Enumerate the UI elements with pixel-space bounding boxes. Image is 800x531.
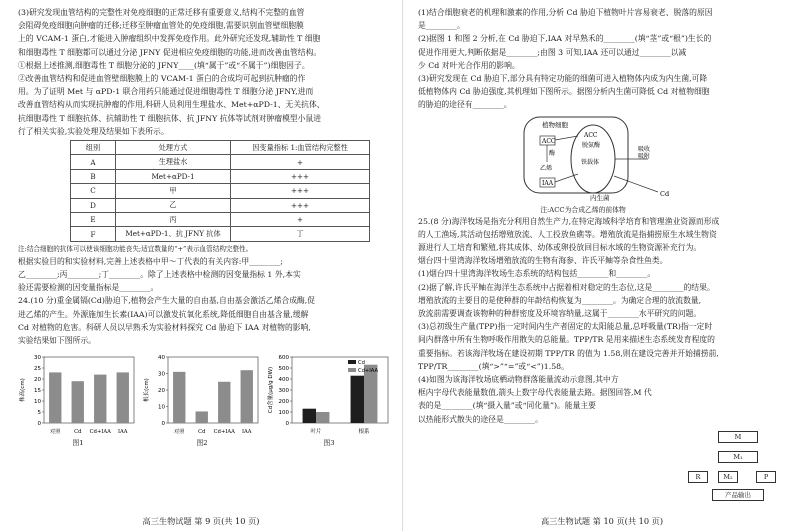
table-cell: +++ <box>231 184 370 198</box>
box-m2: M₂ <box>718 471 738 483</box>
table-row <box>71 169 370 183</box>
table-header: 组别 <box>71 141 116 155</box>
text-line: (3)总初级生产量(TPP)指一定时间内生产者固定的太阳能总量,总呼吸量(TR)指一定时 <box>418 322 713 332</box>
text-line: (1)烟台四十里湾海洋牧场生态系统的结构包括________和________。 <box>418 269 656 279</box>
table-cell: Met+αPD-1 <box>116 169 231 183</box>
y-tick-label: 300 <box>278 388 289 395</box>
x-tick-label: 根系 <box>358 429 370 436</box>
table-cell: 丙 <box>116 212 231 226</box>
table-cell: +++ <box>231 198 370 212</box>
table-note: 注:结合细胞的抗体可以使该细胞功能丧失;适宜数量的“+”表示血管结构完整性。 <box>18 244 253 253</box>
box-p: P <box>756 471 776 483</box>
table-cell: Met+αPD-1、抗 JFNY 抗体 <box>116 227 231 241</box>
table-cell: +++ <box>231 169 370 183</box>
table-cell: A <box>71 155 116 169</box>
text-line: 增殖放流的主要目的是使种群的年龄结构恢复为________。为确定合理的放流数量, <box>418 295 702 305</box>
page-divider <box>402 0 403 531</box>
y-tick-label: 20 <box>158 388 165 395</box>
acc-label: ACC <box>542 137 556 145</box>
page-footer: 高三生物试题 第 10 页(共 10 页) <box>540 516 664 526</box>
y-tick-label: 0 <box>285 421 289 428</box>
text-line: 间内群落中所有生物呼吸作用散失的总能量。TPP/TR 是用来描述生态系统发育程度的 <box>418 335 715 345</box>
text-line: 行了相关实验,实验处理及结果如下表所示。 <box>18 126 169 136</box>
table-row <box>71 184 370 198</box>
y-tick-label: 20 <box>34 377 41 384</box>
text-line: 框内字母代表能量数值,箭头上数字母代表能量去路。据图回答,M 代 <box>418 388 652 398</box>
text-line: 25.(8 分)海洋牧场是指充分利用自然生产力,在特定海域科学培育和管理渔业资源而形成 <box>418 216 720 226</box>
text-line: 会阻碍免疫细胞向肿瘤的迁移;迁移至肿瘤血管处的免疫细胞,需要识别血管壁细胞膜 <box>18 21 304 31</box>
table-cell: + <box>231 155 370 169</box>
text-line: 的人工渔场,其活动包括增殖放流、人工投放鱼礁等。增殖放流是指捕捞原生水域生物资 <box>418 229 717 239</box>
x-tick-label: Cd <box>198 429 206 436</box>
text-line: 24.(10 分)重金属镉(Cd)胁迫下,植物会产生大量的自由基,自由基会激活乙烯合成酶,促 <box>18 296 316 306</box>
text-line: (2)据了解,许氏平鲉在海洋生态系统中占据着相对稳定的生态位,这是________的结果。 <box>418 282 715 292</box>
y-tick-label: 100 <box>278 410 289 417</box>
x-tick-label: 对照 <box>50 429 61 436</box>
energy-flow-diagram <box>688 431 786 503</box>
text-line: 上的 VCAM-1 蛋白,才能进入肿瘤组织中发挥免疫作用。此外研究还发现,辅助性 T 细胞 <box>18 34 321 44</box>
text-line: 表的是________(填“摄入量”或“同化量”)。能量主要 <box>418 401 596 411</box>
text-line: 和细胞毒性 T 细胞都可以通过分泌 JFNY 促进相应免疫细胞的功能,进而改善血管结构。 <box>18 47 322 57</box>
text-line: 进乙烯的产生。外源施加生长素(IAA)可以激发抗氧化系统,降低细胞自由基含量,缓解 <box>18 309 309 319</box>
bar-对照 <box>173 372 185 423</box>
y-axis-label: Cd含量(μg/g DW) <box>268 366 274 414</box>
y-tick-label: 40 <box>158 355 165 362</box>
table-row <box>71 227 370 241</box>
box-m1: M₁ <box>718 451 758 463</box>
table-row <box>71 212 370 226</box>
table-cell: + <box>231 212 370 226</box>
text-line: 少 Cd 对叶光合作用的影响。 <box>418 60 520 70</box>
cd-label: Cd <box>660 189 670 198</box>
legend-swatch <box>348 360 356 364</box>
text-line: Cd 对植物的危害。科研人员以早熟禾为实验材料探究 Cd 胁迫下 IAA 对植物的影响, <box>18 322 311 332</box>
experiment-table <box>70 140 370 242</box>
text-line: (3)研究发现血管结构的完整性对免疫细胞的正常迁移有重要意义,结构不完整的血管 <box>18 8 305 17</box>
table-header: 因变量指标 1:血管结构完整性 <box>231 141 370 155</box>
bar-IAA <box>241 370 253 423</box>
table-row <box>71 198 370 212</box>
x-tick-label: IAA <box>117 429 128 436</box>
legend-label: Cd+IAA <box>358 368 379 375</box>
text-line: 抗细胞毒性 T 细胞抗体、抗辅助性 T 细胞抗体、抗 JFNY 抗体等试剂对肿瘤模型小鼠进 <box>18 113 322 123</box>
table-cell: 生理盐水 <box>116 155 231 169</box>
table-cell: B <box>71 169 116 183</box>
y-tick-label: 500 <box>278 366 289 373</box>
q23-part3 <box>18 6 392 138</box>
adsorb-label: 吸附 <box>638 152 651 160</box>
y-tick-label: 0 <box>37 421 41 428</box>
y-tick-label: 0 <box>161 421 165 428</box>
bar-Cd+IAA <box>94 375 106 423</box>
legend-label: Cd <box>358 360 365 367</box>
siderophore-label: 铁载体 <box>581 158 600 166</box>
text-line: 放流前需要调查该物种的种群密度及环境容纳量,这属于________水平研究的问题。 <box>418 309 702 319</box>
table-header-row <box>71 141 370 155</box>
cd-arrow <box>614 176 658 192</box>
table-cell: D <box>71 198 116 212</box>
x-tick-label: Cd+IAA <box>213 429 235 436</box>
table-cell: C <box>71 184 116 198</box>
text-line: 以热能形式散失的途径是________。 <box>418 414 543 424</box>
box-r: R <box>688 471 708 483</box>
figures-row <box>18 349 392 448</box>
text-line: 改善血管结构从而实现抗肿瘤的作用,科研人员利用生理盐水、Met+αPD-1、无关抗体、 <box>18 100 325 110</box>
text-line: 实验结果如下图所示。 <box>18 335 96 345</box>
x-tick-label: Cd+IAA <box>89 429 111 436</box>
text-line: (2)据图 1 和图 2 分析,在 Cd 胁迫下,IAA 对早熟禾的________(填“茎”或“根”)生长的 <box>418 34 712 44</box>
table-cell: E <box>71 212 116 226</box>
y-tick-label: 10 <box>158 404 165 411</box>
text-line: (4)如图为该海洋牧场底栖动物群落能量流动示意图,其中方 <box>418 375 619 385</box>
text-line: 重要指标。若该海洋牧场在建设初期 TPP/TR 的值为 1.58,则在建设完善并开始捕捞前, <box>418 348 719 358</box>
y-tick-label: 5 <box>37 410 41 417</box>
plant-cell-label: 植物细胞 <box>542 120 568 129</box>
text-line: ①根据上述推测,细胞毒性 T 细胞分泌的 JFNY____(填“属于”或“不属于”)细胞因子。 <box>18 60 310 70</box>
page-10 <box>404 0 800 531</box>
text-line: 根据实验目的和实验材料,完善上述表格中甲～丁代表的有关内容:甲________; <box>18 256 284 266</box>
bar-Cd <box>196 412 208 424</box>
page-footer: 高三生物试题 第 9 页(共 10 页) <box>142 516 260 526</box>
table-cell: F <box>71 227 116 241</box>
y-tick-label: 400 <box>278 377 289 384</box>
absorb-label: 吸收 <box>638 145 651 153</box>
bar-Cd+IAA-叶片 <box>316 412 329 423</box>
y-tick-label: 600 <box>278 355 289 362</box>
box-m: M <box>718 431 758 443</box>
text-line: ②改善血管结构和促进血管壁细胞膜上的 VCAM-1 蛋白的合成均可起到抗肿瘤的作 <box>18 74 306 84</box>
y-tick-label: 25 <box>34 366 41 373</box>
figure-1 <box>18 349 138 448</box>
chart-root-length <box>142 349 262 439</box>
endophyte-label: 内生菌 <box>590 193 610 202</box>
y-tick-label: 30 <box>158 371 165 378</box>
table-cell: 乙 <box>116 198 231 212</box>
bar-Cd <box>72 381 84 423</box>
diagram-note: 注:ACC为合成乙烯的前体物 <box>540 205 626 214</box>
x-tick-label: 叶片 <box>310 429 322 436</box>
x-tick-label: IAA <box>241 429 252 436</box>
deaminase-label: 脱氨酶 <box>582 141 601 149</box>
text-line: 用。为了证明 Met 与 αPD-1 联合用药只能通过促进细胞毒性 T 细胞分泌 JFNY,进而 <box>18 87 314 97</box>
legend-swatch <box>348 368 356 372</box>
bar-Cd-叶片 <box>303 409 316 423</box>
figure-3 <box>266 349 392 448</box>
text-line: 验还需要检测的因变量指标是________。 <box>18 283 159 293</box>
box-product-output: 产品输出 <box>712 489 764 501</box>
text-line: TPP/TR________(填“>”“=”或“<”)1.58。 <box>418 361 569 371</box>
text-line: 促进作用更大,判断依据是________;由图 3 可知,IAA 还可以通过________以减 <box>418 47 687 57</box>
text-line: 低植物体内 Cd 胁迫强度,其机理如下图所示。据图分析内生菌可降低 Cd 对植物细胞 <box>418 87 710 97</box>
bar-IAA <box>117 373 129 424</box>
y-tick-label: 30 <box>34 355 41 362</box>
x-tick-label: Cd <box>74 429 82 436</box>
y-tick-label: 15 <box>34 388 41 395</box>
y-tick-label: 10 <box>34 399 41 406</box>
figure-caption: 图3 <box>323 439 335 448</box>
text-line: 的胁迫的途径有________。 <box>418 100 512 110</box>
figure-caption: 图1 <box>72 439 84 448</box>
figure-caption: 图2 <box>196 439 208 448</box>
text-line: 烟台四十里湾海洋牧场增殖放流的生物有海参、许氏平鲉等杂食性鱼类。 <box>418 256 668 266</box>
table-cell: 丁 <box>231 227 370 241</box>
table-header: 处理方式 <box>116 141 231 155</box>
iaa-label: IAA <box>542 179 554 187</box>
text-line: 是________。 <box>418 21 465 31</box>
y-axis-label: 根长(cm) <box>144 378 150 403</box>
table-cell: 甲 <box>116 184 231 198</box>
text-line: (1)结合细胞衰老的机理和激素的作用,分析 Cd 胁迫下植物叶片容易衰老、脱落的原因 <box>418 8 713 17</box>
text-line: 源进行人工培育和繁殖,将其成体、幼体或卵投放回目标水域的生物资源补充行为。 <box>418 243 702 253</box>
endophyte-mechanism-diagram <box>518 114 688 206</box>
ethylene-label: 乙烯 <box>540 164 553 172</box>
table-row <box>71 155 370 169</box>
acc2-label: ACC <box>584 131 598 139</box>
figure-2 <box>142 349 262 448</box>
bar-Cd-根系 <box>351 376 364 423</box>
enzyme-label: 酶 <box>549 149 556 157</box>
text-line: 乙________;丙________;丁________。除了上述表格中检测的因变量指标 1 外,本实 <box>18 269 301 279</box>
y-axis-label: 株高(cm) <box>20 378 26 403</box>
x-tick-label: 对照 <box>174 429 185 436</box>
chart-plant-height <box>18 349 138 439</box>
chart-cd-content <box>266 349 392 439</box>
bar-对照 <box>49 373 61 424</box>
y-tick-label: 200 <box>278 399 289 406</box>
bar-Cd+IAA <box>218 382 230 423</box>
text-line: (3)研究发现在 Cd 胁迫下,部分具有特定功能的细菌可进入植物体内成为内生菌,可降 <box>418 74 708 84</box>
